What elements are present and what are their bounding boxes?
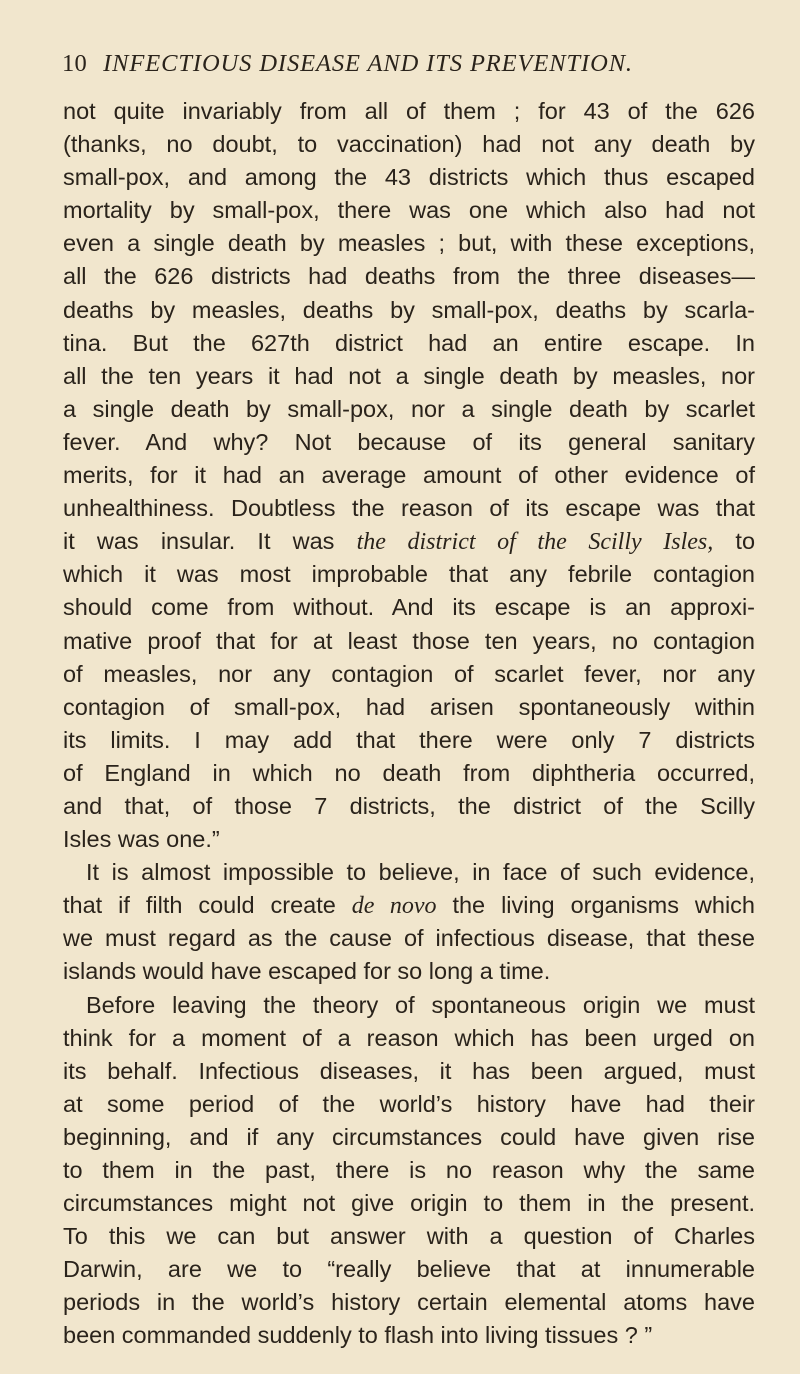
italic-place-name: the district of the Scilly Isles, xyxy=(356,529,714,556)
text-line: which it was most improbable that any febrile contagion xyxy=(63,561,755,588)
text-line: of measles, nor any contagion of scarlet fever, nor any xyxy=(63,660,755,687)
running-title: INFECTIOUS DISEASE AND ITS PREVENTION. xyxy=(103,50,633,77)
text-line: think for a moment of a reason which has been urged on xyxy=(63,1024,755,1051)
page-number: 10 xyxy=(62,50,88,77)
text-line: unhealthiness. Doubtless the reason of its escape was that xyxy=(63,495,755,522)
text-line: It is almost impossible to believe, in face of such evidence, xyxy=(86,859,755,886)
text-line: even a single death by measles ; but, with these exceptions, xyxy=(63,230,755,257)
italic-latin-phrase: de novo xyxy=(351,893,437,920)
text-line: tina. But the 627th district had an entire escape. In xyxy=(63,329,755,356)
text-line: deaths by measles, deaths by small-pox, deaths by scarla- xyxy=(63,296,755,323)
text-segment: the living organisms which xyxy=(452,892,755,919)
text-line: contagion of small-pox, had arisen spontaneously within xyxy=(63,693,755,720)
text-line: should come from without. And its escape is an approxi- xyxy=(63,594,755,621)
text-line: mative proof that for at least those ten years, no contagion xyxy=(63,627,755,654)
body-text xyxy=(63,95,755,1353)
text-line: periods in the world’s history certain elemental atoms have xyxy=(63,1289,755,1316)
text-line: beginning, and if any circumstances could have given rise xyxy=(63,1123,755,1150)
text-line: a single death by small-pox, nor a single death by scarlet xyxy=(63,395,755,422)
text-line: of England in which no death from diphtheria occurred, xyxy=(63,759,755,786)
text-line: its limits. I may add that there were only 7 districts xyxy=(63,726,755,753)
text-line: its behalf. Infectious diseases, it has been argued, must xyxy=(63,1057,755,1084)
paragraph-end-line: islands would have escaped for so long a time. xyxy=(63,958,551,985)
text-segment: it was insular. It was xyxy=(63,528,335,555)
text-line: at some period of the world’s history have had their xyxy=(63,1090,755,1117)
text-line: Before leaving the theory of spontaneous origin we must xyxy=(86,991,755,1018)
text-line-mixed xyxy=(63,525,755,558)
text-line: merits, for it had an average amount of other evidence of xyxy=(63,462,755,489)
text-line: small-pox, and among the 43 districts which thus escaped xyxy=(63,164,755,191)
text-line: To this we can but answer with a question of Charles xyxy=(63,1223,755,1250)
text-line: and that, of those 7 districts, the district of the Scilly xyxy=(63,792,755,819)
text-line-mixed xyxy=(63,889,755,922)
running-head xyxy=(62,46,752,82)
text-line: mortality by small-pox, there was one which also had not xyxy=(63,197,755,224)
paragraph-end-line: Isles was one.” xyxy=(63,826,220,853)
text-line: circumstances might not give origin to them in the present. xyxy=(63,1190,755,1217)
text-line: to them in the past, there is no reason why the same xyxy=(63,1157,755,1183)
text-segment: to xyxy=(735,528,756,555)
text-line: all the 626 districts had deaths from the three diseases— xyxy=(63,263,755,290)
text-line: all the ten years it had not a single death by measles, nor xyxy=(63,362,755,389)
text-line: Darwin, are we to “really believe that at innumerable xyxy=(63,1256,755,1283)
paragraph-end-line: been commanded suddenly to flash into living tissues ? ” xyxy=(63,1322,653,1349)
text-line: not quite invariably from all of them ; for 43 of the 626 xyxy=(63,98,755,124)
text-line: we must regard as the cause of infectious disease, that these xyxy=(63,925,755,952)
text-line: (thanks, no doubt, to vaccination) had not any death by xyxy=(63,131,755,158)
text-segment: that if filth could create xyxy=(63,892,336,919)
text-line: fever. And why? Not because of its general sanitary xyxy=(63,428,755,455)
